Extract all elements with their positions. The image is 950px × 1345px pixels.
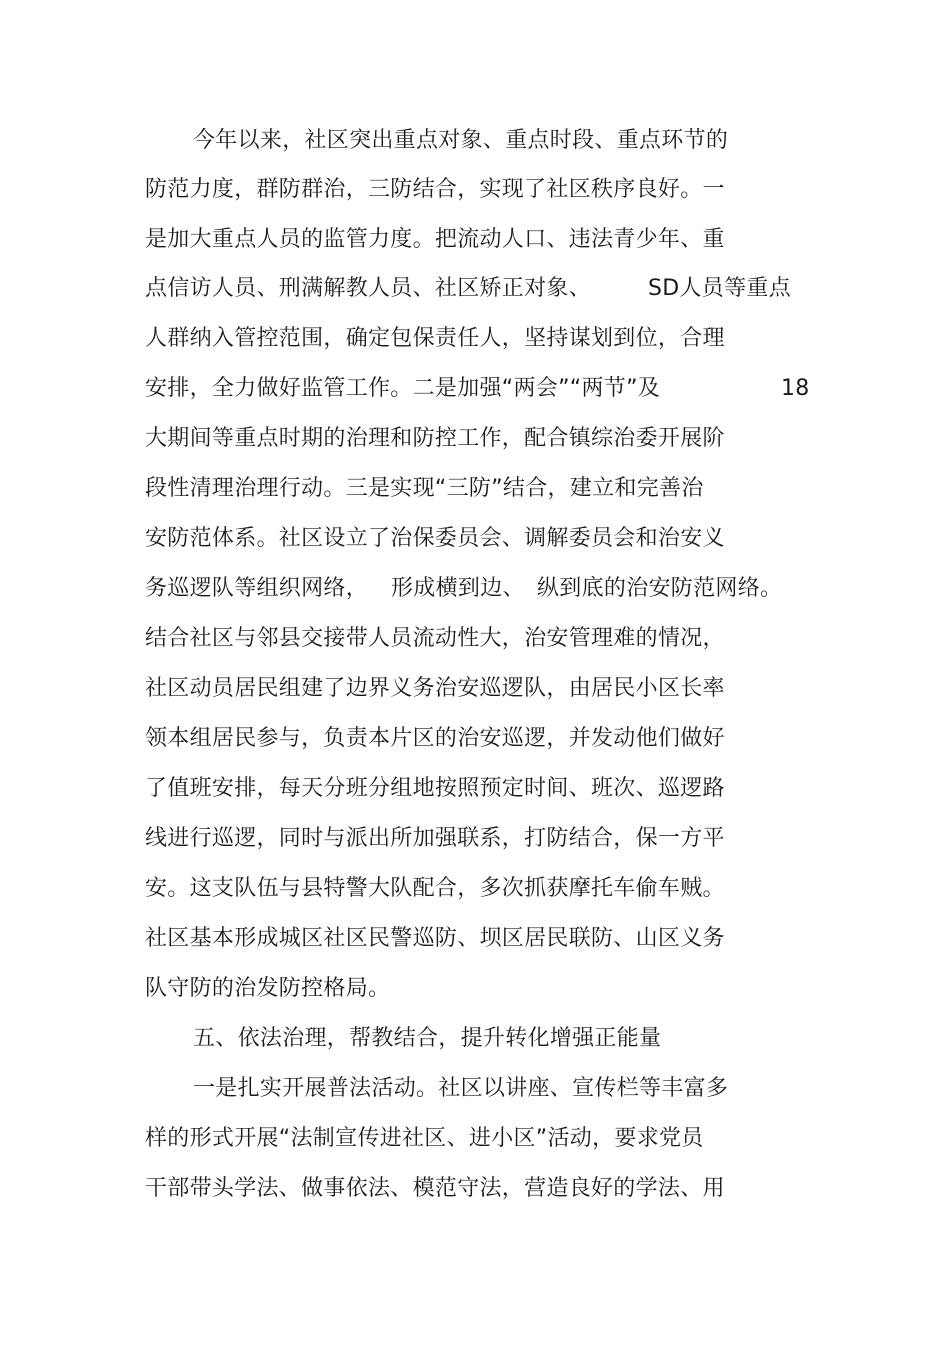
line-segment: 安排，全力做好监管工作。二是加强“两会”“两节”及	[145, 376, 661, 401]
line-segment: 18	[781, 376, 810, 401]
paragraph-line: 社区动员居民组建了边界义务治安巡逻队，由居民小区长率	[145, 676, 725, 701]
paragraph-line: 防范力度，群防群治，三防结合，实现了社区秩序良好。一	[145, 177, 725, 202]
paragraph-line: 领本组居民参与，负责本片区的治安巡逻，并发动他们做好	[145, 726, 725, 751]
paragraph-line: 段性清理治理行动。三是实现“三防”结合，建立和完善治	[145, 476, 704, 501]
line-segment: 务巡逻队等组织网络，	[145, 576, 369, 601]
paragraph-line: 今年以来，社区突出重点对象、重点时段、重点环节的	[193, 128, 729, 153]
paragraph-line: 是加大重点人员的监管力度。把流动人口、违法青少年、重	[145, 227, 725, 252]
paragraph-line: 干部带头学法、做事依法、模范守法，营造良好的学法、用	[145, 1176, 725, 1201]
paragraph-line: 了值班安排，每天分班分组地按照预定时间、班次、巡逻路	[145, 776, 725, 801]
paragraph-line: 结合社区与邻县交接带人员流动性大，治安管理难的情况，	[145, 626, 725, 651]
paragraph-line: 一是扎实开展普法活动。社区以讲座、宣传栏等丰富多	[193, 1076, 729, 1101]
paragraph-line: 大期间等重点时期的治理和防控工作，配合镇综治委开展阶	[145, 426, 725, 451]
paragraph-line: 社区基本形成城区社区民警巡防、坝区居民联防、山区义务	[145, 926, 725, 951]
paragraph-line: 队守防的治发防控格局。	[145, 976, 391, 1001]
section-heading: 五、依法治理，帮教结合，提升转化增强正能量	[193, 1026, 662, 1051]
paragraph-line: 线进行巡逻，同时与派出所加强联系，打防结合，保一方平	[145, 826, 725, 851]
line-segment: SD人员等重点	[648, 276, 792, 301]
line-segment: 形成横到边、	[391, 576, 525, 601]
paragraph-line: 人群纳入管控范围，确定包保责任人，坚持谋划到位，合理	[145, 326, 725, 351]
paragraph-line: 安。这支队伍与县特警大队配合，多次抓获摩托车偷车贼。	[145, 876, 725, 901]
paragraph-line: 安防范体系。社区设立了治保委员会、调解委员会和治安义	[145, 526, 725, 551]
line-segment: 纵到底的治安防范网络。	[537, 576, 783, 601]
line-segment: 点信访人员、刑满解教人员、社区矫正对象、	[145, 276, 592, 301]
paragraph-line: 样的形式开展“法制宣传进社区、进小区”活动，要求党员	[145, 1126, 704, 1151]
